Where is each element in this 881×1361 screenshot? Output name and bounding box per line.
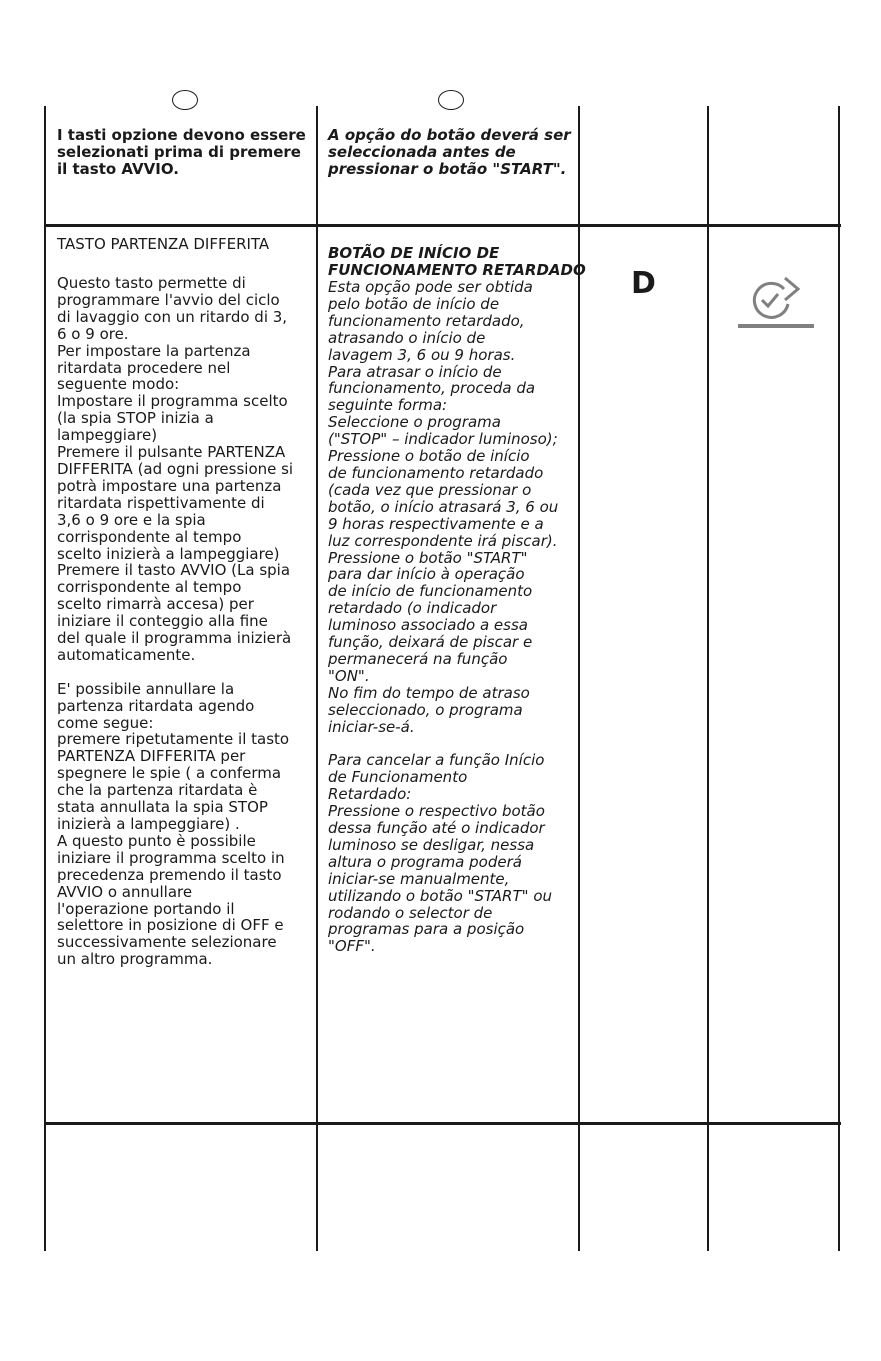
language-marker-portuguese [438,90,464,110]
option-note-italian: I tasti opzione devono essere selezionati prima di premere il tasto AVVIO. [57,126,306,178]
table-divider-3 [707,106,709,1251]
delay-start-icon [738,274,816,334]
table-border-left [44,106,46,1251]
section-body-italian: Questo tasto permette di programmare l'avvio del ciclo di lavaggio con un ritardo di 3, 6 o 9 ore. Per impostare la partenza ritardata procedere nel seguente modo: Impostare il programma scelto (la spia STOP inizia a lampeggiare) Premere il pulsante PARTENZA DIFFERITA (ad ogni pressione si potrà impostare una partenza ritardata rispettivamente di 3,6 o 9 ore e la spia corrispondente al tempo scelto inizierà a lampeggiare) Premere il tasto AVVIO (La spia corrispondente al tempo scelto rimarrà accesa) per iniziare il conteggio alla fine del quale il programma inizierà automaticamente. E' possibile annullare la partenza ritardata agendo come segue: premere ripetutamente il tasto PARTENZA DIFFERITA per spegnere le spie ( a conferma che la partenza ritardata è stata annullata la spia STOP inizierà a lampeggiare) . A questo punto è possibile iniziare il programma scelto in precedenza premendo il tasto AVVIO o annullare l'operazione portando il selettore in posizione di OFF e successivamente selezionare un altro programma. [57,274,294,969]
section-body-portuguese: Esta opção pode ser obtida pelo botão de início de funcionamento retardado, atrasando o início de lavagem 3, 6 ou 9 horas. Para atrasar o início de funcionamento, proceda da seguinte forma: Seleccione o programa ("STOP" – indicador luminoso); Pressione o botão de início de funcionamento retardado (cada vez que pressionar o botão, o início atrasará 3, 6 ou 9 horas respectivamente e a luz correspondente irá piscar). Pressione o botão "START" para dar início à operação de início de funcionamento retardado (o indicador luminoso associado a essa função, deixará de piscar e permanecerá na função "ON". No fim do tempo de atraso seleccionado, o programa iniciar-se-á. Para cancelar a função Início de Funcionamento Retardado: Pressione o respectivo botão dessa função até o indicador luminoso se desligar, nessa altura o programa poderá iniciar-se manualmente, utilizando o botão "START" ou rodando o selector de programas para a posição "OFF". [328,278,559,956]
table-border-right [838,106,840,1251]
option-note-portuguese: A opção do botão deverá ser seleccionada antes de pressionar o botão "START". [328,126,571,178]
language-marker-italian [172,90,198,110]
section-heading-portuguese: BOTÃO DE INÍCIO DE FUNCIONAMENTO RETARDADO [328,244,586,279]
row-divider-1 [44,224,841,227]
section-heading-italian: TASTO PARTENZA DIFFERITA [57,235,270,253]
delay-start-letter: D [631,266,656,301]
row-divider-2 [44,1122,841,1125]
table-divider-1 [316,106,318,1251]
